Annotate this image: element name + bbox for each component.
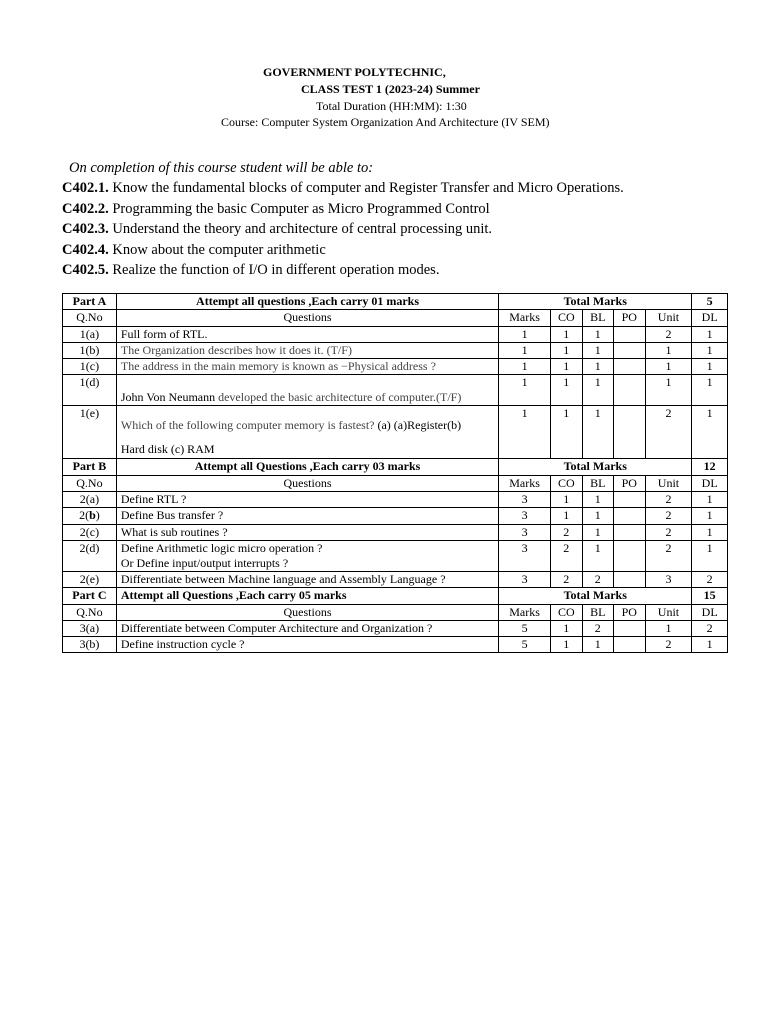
col-co: CO: [551, 475, 583, 491]
column-header-row: [63, 604, 728, 620]
dl: 1: [692, 524, 728, 540]
dl: 1: [692, 540, 728, 571]
bl: 1: [582, 540, 614, 571]
co: 1: [551, 375, 583, 406]
col-bl: BL: [582, 475, 614, 491]
qno: 2(a): [63, 492, 117, 508]
col-questions: Questions: [116, 310, 498, 326]
col-unit: Unit: [645, 604, 692, 620]
qno: 2(e): [63, 571, 117, 587]
col-marks: Marks: [499, 310, 551, 326]
column-header-row: [63, 475, 728, 491]
col-po: PO: [614, 310, 646, 326]
outcome-text: Programming the basic Computer as Micro Programmed Control: [108, 200, 490, 217]
marks: 1: [499, 342, 551, 358]
question-row: [63, 492, 728, 508]
bl: 1: [582, 342, 614, 358]
marks: 1: [499, 406, 551, 459]
po: [614, 375, 646, 406]
col-questions: Questions: [116, 475, 498, 491]
question-row: [63, 406, 728, 459]
unit: 1: [645, 375, 692, 406]
col-bl: BL: [582, 310, 614, 326]
po: [614, 492, 646, 508]
question-text-part: John Von Neumann: [120, 390, 216, 405]
outcome-code: C402.5.: [62, 262, 109, 278]
marks: 3: [499, 508, 551, 524]
col-qno: Q.No: [63, 310, 117, 326]
question-text: Define instruction cycle ?: [116, 637, 498, 653]
outcome-text: Know about the computer arithmetic: [108, 241, 326, 258]
dl: 1: [692, 359, 728, 375]
dl: 1: [692, 342, 728, 358]
part-name: Part C: [63, 588, 117, 604]
question-text: The Organization describes how it does it. (T/F): [116, 342, 498, 358]
dl: 2: [692, 571, 728, 587]
col-dl: DL: [692, 475, 728, 491]
course-outcomes: [62, 159, 752, 281]
question-row: [63, 359, 728, 375]
col-qno: Q.No: [63, 475, 117, 491]
outcome-code: C402.3.: [62, 221, 109, 237]
part-instruction: Attempt all questions ,Each carry 01 marks: [116, 294, 498, 310]
po: [614, 359, 646, 375]
po: [614, 637, 646, 653]
question-text-part: developed the basic architecture of computer.(T/F): [215, 390, 462, 405]
po: [614, 524, 646, 540]
unit: 1: [645, 342, 692, 358]
co: 1: [551, 620, 583, 636]
unit: 2: [645, 637, 692, 653]
part-instruction: Attempt all Questions ,Each carry 03 marks: [116, 459, 498, 475]
question-text: Full form of RTL.: [116, 326, 498, 342]
co: 2: [551, 571, 583, 587]
co: 1: [551, 508, 583, 524]
question-text: [116, 375, 498, 406]
dl: 1: [692, 375, 728, 406]
qno: 2(d): [63, 540, 117, 571]
marks: 3: [499, 540, 551, 571]
co: 1: [551, 637, 583, 653]
qno: 1(a): [63, 326, 117, 342]
co: 1: [551, 492, 583, 508]
bl: 1: [582, 637, 614, 653]
col-marks: Marks: [499, 475, 551, 491]
po: [614, 571, 646, 587]
question-row: [63, 326, 728, 342]
question-row: [63, 571, 728, 587]
outcome-item: [62, 178, 752, 199]
qno: 3(b): [63, 637, 117, 653]
bl: 1: [582, 375, 614, 406]
col-co: CO: [551, 604, 583, 620]
co: 2: [551, 524, 583, 540]
qno-part: ): [95, 508, 100, 523]
part-header-row: [63, 294, 728, 310]
co: 1: [551, 326, 583, 342]
question-text: Define Bus transfer ?: [116, 508, 498, 524]
col-unit: Unit: [645, 310, 692, 326]
outcome-item: [62, 219, 752, 240]
po: [614, 342, 646, 358]
question-text: Differentiate between Computer Architecture and Organization ?: [116, 620, 498, 636]
institution-name: GOVERNMENT POLYTECHNIC,: [263, 65, 446, 79]
outcome-item: [62, 260, 752, 281]
col-po: PO: [614, 475, 646, 491]
bl: 1: [582, 326, 614, 342]
outcome-text: Know the fundamental blocks of computer and Register Transfer and Micro Operations.: [108, 180, 624, 196]
po: [614, 508, 646, 524]
unit: 3: [645, 571, 692, 587]
question-table: [62, 293, 728, 653]
col-questions: Questions: [116, 604, 498, 620]
part-total: 12: [692, 459, 728, 475]
unit: 1: [645, 620, 692, 636]
unit: 2: [645, 492, 692, 508]
total-marks-label: Total Marks: [499, 459, 692, 475]
bl: 2: [582, 571, 614, 587]
co: 1: [551, 359, 583, 375]
question-text: Differentiate between Machine language and Assembly Language ?: [116, 571, 498, 587]
question-text: Define RTL ?: [116, 492, 498, 508]
po: [614, 326, 646, 342]
column-header-row: [63, 310, 728, 326]
bl: 1: [582, 406, 614, 459]
qno: 2(c): [63, 524, 117, 540]
bl: 1: [582, 492, 614, 508]
bl: 1: [582, 359, 614, 375]
qno: 1(d): [63, 375, 117, 406]
outcome-text: Understand the theory and architecture of central processing unit.: [108, 221, 493, 237]
dl: 2: [692, 620, 728, 636]
question-row: [63, 620, 728, 636]
outcomes-intro: On completion of this course student will be able to:: [69, 160, 374, 176]
dl: 1: [692, 492, 728, 508]
unit: 2: [645, 508, 692, 524]
question-text-part: Which of the following computer memory is fastest?: [120, 418, 375, 433]
question-row: [63, 508, 728, 524]
question-text-part: Or Define input/output interrupts ?: [120, 555, 289, 570]
qno: [63, 508, 117, 524]
question-row: [63, 637, 728, 653]
total-duration: Total Duration (HH:MM): 1:30: [316, 99, 467, 113]
col-po: PO: [614, 604, 646, 620]
part-total: 15: [692, 588, 728, 604]
question-text: [116, 406, 498, 459]
marks: 5: [499, 620, 551, 636]
dl: 1: [692, 406, 728, 459]
col-bl: BL: [582, 604, 614, 620]
co: 2: [551, 540, 583, 571]
po: [614, 406, 646, 459]
col-marks: Marks: [499, 604, 551, 620]
unit: 2: [645, 326, 692, 342]
col-co: CO: [551, 310, 583, 326]
question-text: What is sub routines ?: [116, 524, 498, 540]
outcome-item: [62, 240, 752, 261]
col-dl: DL: [692, 604, 728, 620]
marks: 3: [499, 524, 551, 540]
marks: 1: [499, 359, 551, 375]
part-header-row: [63, 459, 728, 475]
outcome-code: C402.1.: [62, 180, 109, 196]
marks: 3: [499, 492, 551, 508]
bl: 2: [582, 620, 614, 636]
unit: 2: [645, 524, 692, 540]
question-text-part: Define Arithmetic logic micro operation ?: [120, 540, 323, 555]
unit: 2: [645, 540, 692, 571]
outcome-text: Realize the function of I/O in different operation modes.: [108, 262, 440, 278]
co: 1: [551, 342, 583, 358]
col-unit: Unit: [645, 475, 692, 491]
marks: 5: [499, 637, 551, 653]
part-instruction: Attempt all Questions ,Each carry 05 marks: [116, 588, 498, 604]
col-qno: Q.No: [63, 604, 117, 620]
question-row: [63, 375, 728, 406]
marks: 1: [499, 375, 551, 406]
col-dl: DL: [692, 310, 728, 326]
question-row: [63, 524, 728, 540]
outcome-item: [62, 199, 752, 220]
dl: 1: [692, 637, 728, 653]
qno: 3(a): [63, 620, 117, 636]
question-text: [116, 540, 498, 571]
marks: 3: [499, 571, 551, 587]
qno-part: b: [89, 508, 96, 523]
course-name: Course: Computer System Organization And Architecture (IV SEM): [221, 115, 550, 129]
part-header-row: [63, 588, 728, 604]
dl: 1: [692, 508, 728, 524]
po: [614, 620, 646, 636]
bl: 1: [582, 508, 614, 524]
qno: 1(e): [63, 406, 117, 459]
part-name: Part B: [63, 459, 117, 475]
bl: 1: [582, 524, 614, 540]
dl: 1: [692, 326, 728, 342]
qno: 1(c): [63, 359, 117, 375]
qno: 1(b): [63, 342, 117, 358]
question-row: [63, 540, 728, 571]
outcome-code: C402.4.: [62, 241, 109, 258]
unit: 1: [645, 359, 692, 375]
unit: 2: [645, 406, 692, 459]
part-total: 5: [692, 294, 728, 310]
marks: 1: [499, 326, 551, 342]
question-row: [63, 342, 728, 358]
test-title: CLASS TEST 1 (2023-24) Summer: [301, 82, 480, 96]
total-marks-label: Total Marks: [499, 588, 692, 604]
question-text: The address in the main memory is known as −Physical address ?: [116, 359, 498, 375]
total-marks-label: Total Marks: [499, 294, 692, 310]
qno-part: 2(: [79, 508, 90, 523]
question-text-part: (a) (a)Register(b): [374, 418, 462, 433]
part-name: Part A: [63, 294, 117, 310]
co: 1: [551, 406, 583, 459]
po: [614, 540, 646, 571]
question-text-part: Hard disk (c) RAM: [120, 442, 215, 457]
outcome-code: C402.2.: [62, 200, 109, 217]
